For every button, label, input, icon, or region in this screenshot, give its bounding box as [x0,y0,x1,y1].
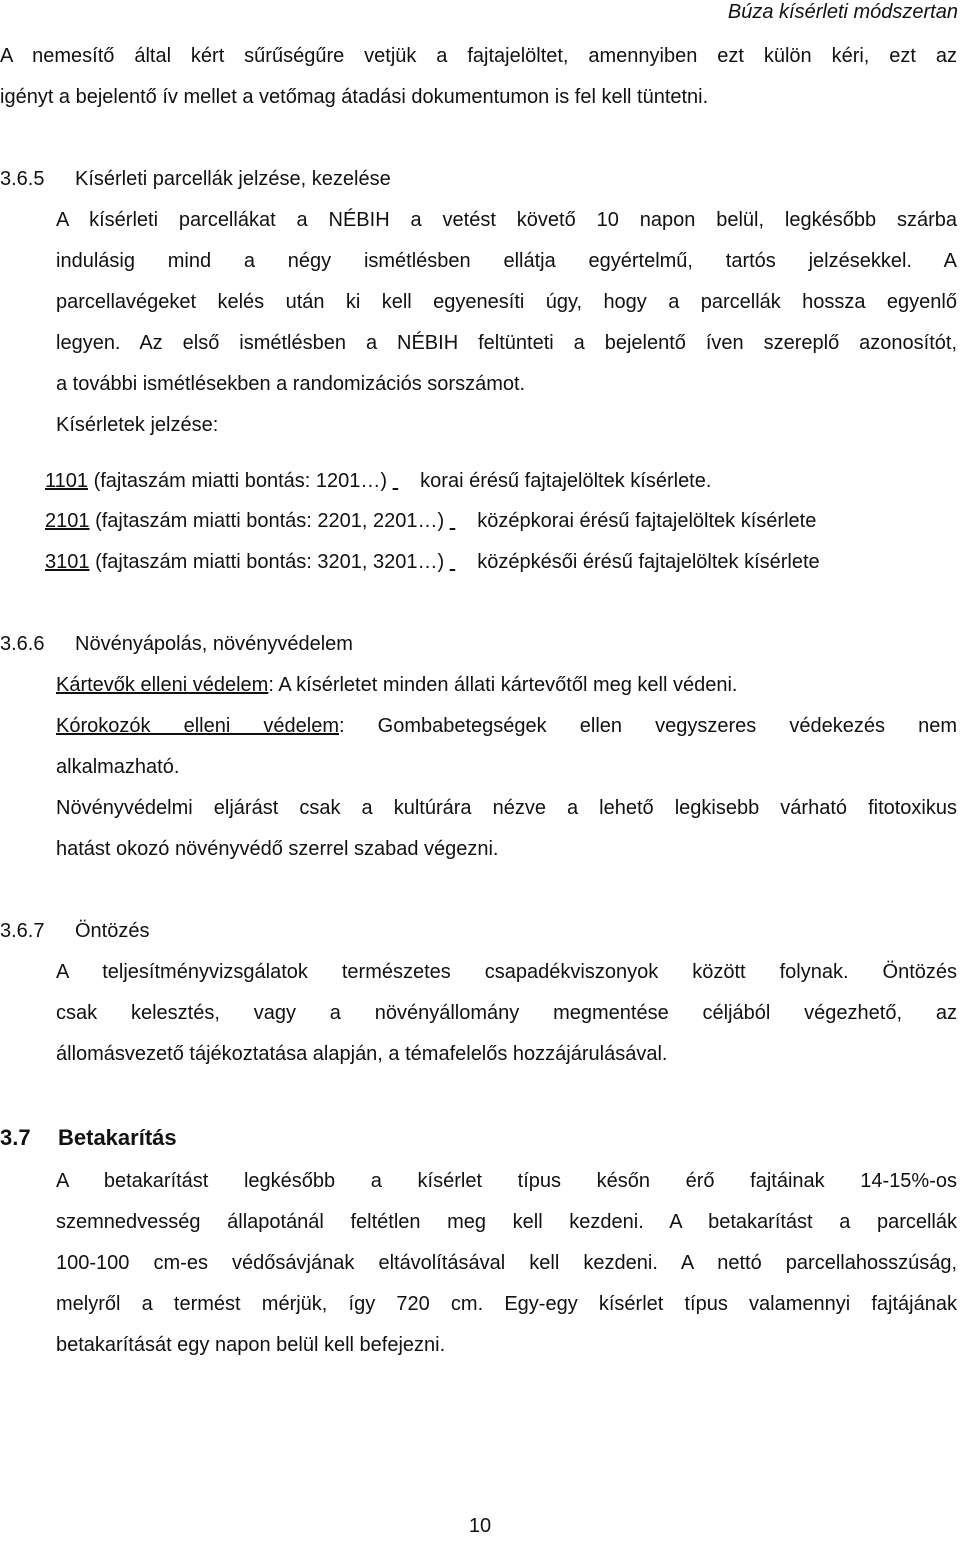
pest-protection [56,665,737,706]
marking-row [45,542,820,583]
marking-code: 3101 [45,551,90,573]
marking-label: Kísérletek jelzése: [56,414,219,436]
section-367-number: 3.6.7 [0,920,45,942]
marking-desc: korai érésű fajtajelöltek kísérlete. [420,470,712,492]
pest-label: Kártevők elleni védelem [56,674,269,696]
section-37-number: 3.7 [0,1125,31,1150]
section-365-number: 3.6.5 [0,168,45,190]
section-365-line-2: indulásig mind a négy ismétlésben ellátja egyértelmű, tartós jelzésekkel. A [56,250,957,272]
section-367-line-2: csak kelesztés, vagy a növényállomány megmentése céljából végezhető, az [56,1002,957,1024]
page-number: 10 [468,1515,492,1537]
section-365-title: Kísérleti parcellák jelzése, kezelése [75,168,391,190]
protect-line-1: Növényvédelmi eljárást csak a kultúrára nézve a lehető legkisebb várható fitotoxikus [56,797,957,819]
marking-code: 2101 [45,510,90,532]
marking-dash [450,501,472,542]
marking-dash [393,461,415,502]
marking-code: 1101 [45,470,89,492]
section-366-title: Növényápolás, növényvédelem [75,633,353,655]
pathogen-label: Kórokozók elleni védelem [56,715,339,737]
pest-text: : A kísérletet minden állati kártevőtől meg kell védeni. [268,674,738,696]
section-37-title: Betakarítás [58,1125,177,1150]
pathogen-protection [56,706,957,747]
section-365-line-1: A kísérleti parcellákat a NÉBIH a vetést követő 10 napon belül, legkésőbb szárba [56,209,957,231]
marking-row [45,501,816,542]
section-37-line-1: A betakarítást legkésőbb a kísérlet típus későn érő fajtáinak 14-15%-os [56,1170,957,1192]
section-365-line-4: legyen. Az első ismétlésben a NÉBIH feltünteti a bejelentő íven szereplő azonosítót, [56,332,957,354]
pathogen-text: : Gombabetegségek ellen vegyszeres védekezés nem [339,715,957,737]
marking-desc: középkorai érésű fajtajelöltek kísérlete [477,510,817,532]
section-367-line-3: állomásvezető tájékoztatása alapján, a témafelelős hozzájárulásával. [56,1043,668,1065]
intro-line-2: igényt a bejelentő ív mellet a vetőmag átadási dokumentumon is fel kell tüntetni. [0,86,709,108]
marking-dash [450,542,472,583]
marking-split: (fajtaszám miatti bontás: 2201, 2201…) [95,510,445,532]
marking-desc: középkésői érésű fajtajelöltek kísérlete [477,551,820,573]
section-366-number: 3.6.6 [0,633,45,655]
running-header: Búza kísérleti módszertan [727,1,958,23]
section-365-line-5: a további ismétlésekben a randomizációs sorszámot. [56,373,526,395]
marking-row [45,461,711,502]
intro-line-1: A nemesítő által kért sűrűségűre vetjük a fajtajelöltet, amennyiben ezt külön kéri, ezt az [0,45,957,67]
marking-split: (fajtaszám miatti bontás: 1201…) [93,470,388,492]
pathogen-text-cont: alkalmazható. [56,756,180,778]
section-365-line-3: parcellavégeket kelés után ki kell egyenesíti úgy, hogy a parcellák hossza egyenlő [56,291,957,313]
marking-split: (fajtaszám miatti bontás: 3201, 3201…) [95,551,445,573]
section-37-line-3: 100-100 cm-es védősávjának eltávolításával kell kezdeni. A nettó parcellahosszúság, [56,1252,957,1274]
section-367-line-1: A teljesítményvizsgálatok természetes csapadékviszonyok között folynak. Öntözés [56,961,957,983]
section-367-title: Öntözés [75,920,150,942]
section-37-line-5: betakarítását egy napon belül kell befejezni. [56,1334,446,1356]
protect-line-2: hatást okozó növényvédő szerrel szabad végezni. [56,838,499,860]
section-37-line-2: szemnedvesség állapotánál feltétlen meg kell kezdeni. A betakarítást a parcellák [56,1211,957,1233]
section-37-line-4: melyről a termést mérjük, így 720 cm. Egy-egy kísérlet típus valamennyi fajtájának [56,1293,957,1315]
